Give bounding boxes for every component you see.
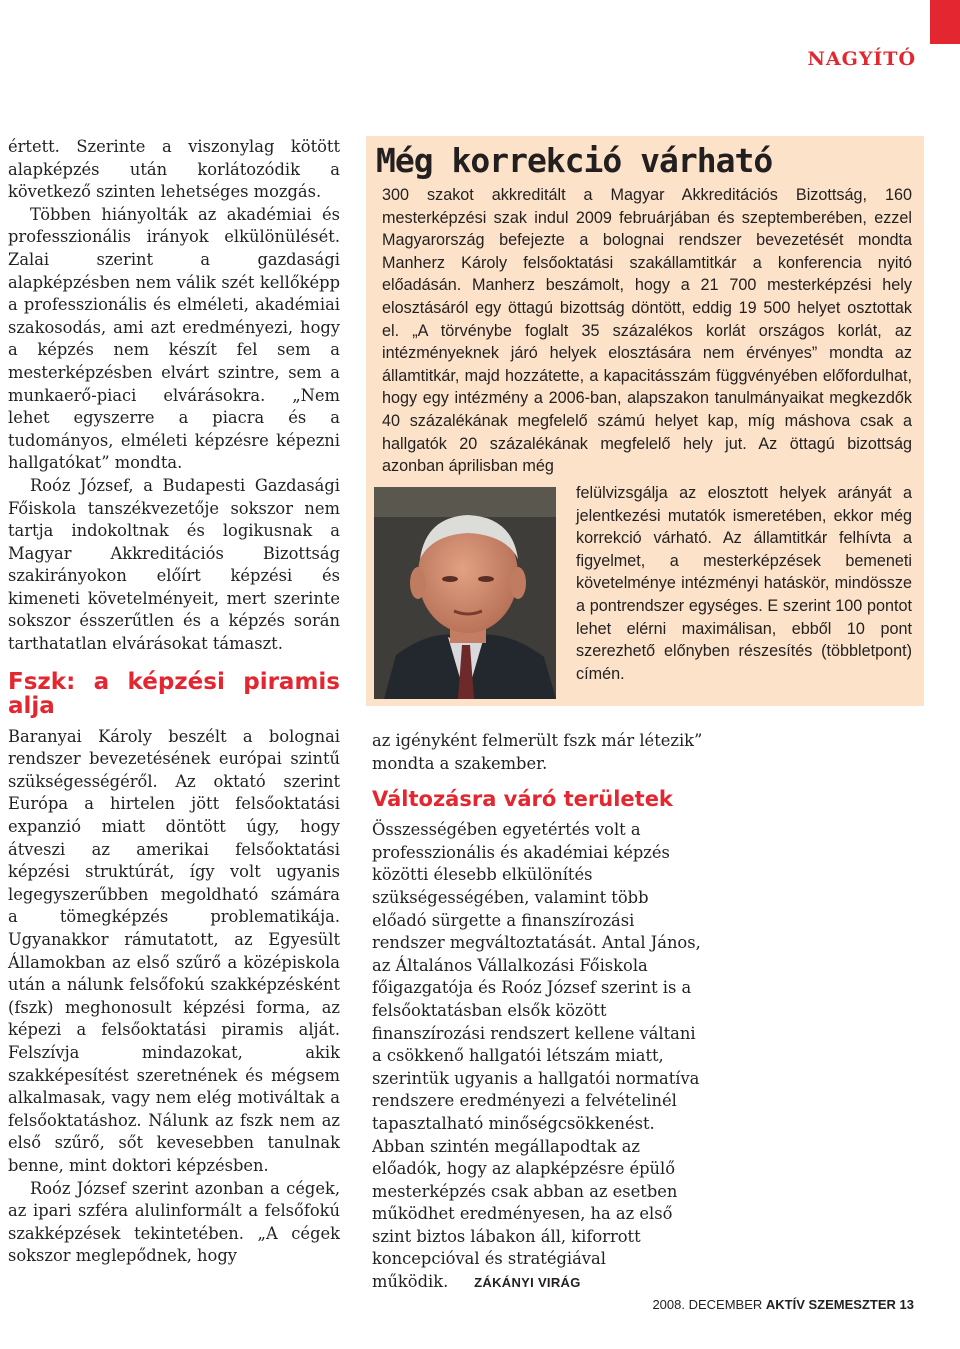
intro-paragraph-2: Többen hiányolták az akadémiai és professzionális irányok elkülönülését. Zalai szerint a gazdasági alapképzésben nem válik szét kellőképp a professzionális és elméleti, akadémiai szakosodás, ami azt eredményezi, hogy a képzés nem készít fel sem a mesterképzésben elvárt szintre, sem a munkaerő-piaci elvárásokra. „Nem lehet egyszerre a piacra és a tudományos, elméleti képzésre képezni hallgatókat” mondta. <box>8 204 340 473</box>
subhead-valtozasra: Változásra váró területek <box>372 787 673 812</box>
author-name: ZÁKÁNYI VIRÁG <box>474 1275 581 1291</box>
sidebar-text-top: 300 szakot akkreditált a Magyar Akkreditációs Bizottság, 160 mesterképzési szak indul 2009 februárjában és szeptemberében, ezzel Magyarország befejezte a bolognai rendszer bevezetését mondta Manherz Károly felsőoktatási szakállamtitkár a konferencia nyitó előadásán. Manherz beszámolt, hogy a 21 700 mesterképzési hely elosztásáról egy öttagú bizottság döntött, eddig 19 500 helyet osztottak el. „A törvénybe foglalt 35 százalékos korlát országos korlát, az intézményeknek járó helyek elosztására nem érvényes” mondta az államtitkár, majd hozzátette, a kapacitásszám függvényében előfordulhat, hogy egy intézmény a 2006-ban, alapszakon tanulmányaikat megkezdők 40 százalékának megfelelő számú helyet kap, míg máshova csak a hallgatók 20 százalékának megfelelő hely jut. Az öttagú bizottság azonban áprilisban még <box>382 186 912 476</box>
body-paragraph-1: Baranyai Károly beszélt a bolognai rendszer bevezetésének európai szintű szükségességéről. Az oktató szerint Európa a hirtelen jött felsőoktatási expanzió miatt döntött úgy, hogy átveszi az amerikai felsőoktatási képzési struktúrát, így volt ugyanis legegyszerűbben megoldható számára a tömegképzés problematikája. Ugyanakkor rámutatott, az Egyesült Államokban az első szűrő a középiskola után a nálunk felsőfokú szakképzésként (fszk) meghonosult képzési forma, az képezi a felsőoktatási piramis alját. Felszívja mindazokat, akik szakképesítést szeretnének és mégsem alkalmasak, vagy nem elég motiváltak a felsőoktatáshoz. Nálunk az fszk nem az első szűrő, sőt kevesebben tanulnak benne, mint doktori képzésben. <box>8 726 340 1175</box>
footer-date: 2008. DECEMBER <box>652 1297 763 1312</box>
intro-paragraph-1: értett. Szerinte a viszonylag kötött alapképzés után korlátozódik a következő szinten lehetséges mozgás. <box>8 137 340 202</box>
sidebar-text-beside-photo: felülvizsgálja az elosztott helyek arányát a jelentkezési mutatók ismeretében, ekkor még korrekció várható. Az államtitkár felhívta a figyelmet, a mesterképzések bemeneti követelménye intézményi hatáskör, mindössze a pontrendszer egységes. E szerint 100 pontot lehet elérni maximálisan, ebből 10 pont szerezhető előnyben részesítés (többletpont) címén. <box>576 484 912 683</box>
sidebar-title: Még korrekció várható <box>376 141 773 180</box>
intro-paragraph-3: Roóz József, a Budapesti Gazdasági Főiskola tanszékvezetője sokszor nem tartja indokoltnak és logikusnak a Magyar Akkreditációs Bizottság szakirányokon előírt képzési és kimeneti követelményeit, mert szerinte sokszor ésszerűtlen és a képzés során tarthatatlan elvárásokat támaszt. <box>8 475 340 654</box>
speaker-photo <box>374 487 556 699</box>
section-label: NAGYÍTÓ <box>807 48 916 70</box>
page-footer <box>652 1297 914 1312</box>
right-continuation: az igényként felmerült fszk már létezik” mondta a szakember. <box>372 731 703 773</box>
footer-page-number: 13 <box>899 1297 914 1312</box>
right-paragraph-text: Összességében egyetértés volt a professzionális és akadémiai képzés közötti élesebb elkülönítés szükségességében, valamint több előadó sürgette a finanszírozási rendszer megváltoztatását. Antal János, az Általános Vállalkozási Főiskola főigazgatója és Roóz József szerint is a felsőoktatásban elsők között finanszírozási rendszert kellene váltani a csökkenő hallgatói létszám miatt, szerintük ugyanis a hallgatói normatíva rendszere eredményezi a felvételinél tapasztalható minőségcsökkenést. Abban szintén megállapodtak az előadók, hogy az alapképzésre épülő mesterképzés csak abban az esetben működhet eredményesen, ha az első szint biztos lábakon áll, kiforrott koncepcióval és stratégiával működik. <box>372 820 701 1292</box>
subhead-fszk: Fszk: a képzési piramis alja <box>8 668 340 719</box>
right-column <box>372 730 706 1295</box>
footer-magazine: AKTÍV SZEMESZTER <box>765 1297 896 1312</box>
header-red-bar <box>930 0 960 44</box>
right-paragraph <box>372 819 706 1294</box>
left-column <box>8 136 340 1268</box>
speaker-portrait-icon <box>374 487 556 699</box>
body-paragraph-2: Roóz József szerint azonban a cégek, az ipari szféra alulinformált a felsőfokú szakképzések tekintetében. „A cégek sokszor meglepődnek, hogy <box>8 1178 340 1266</box>
